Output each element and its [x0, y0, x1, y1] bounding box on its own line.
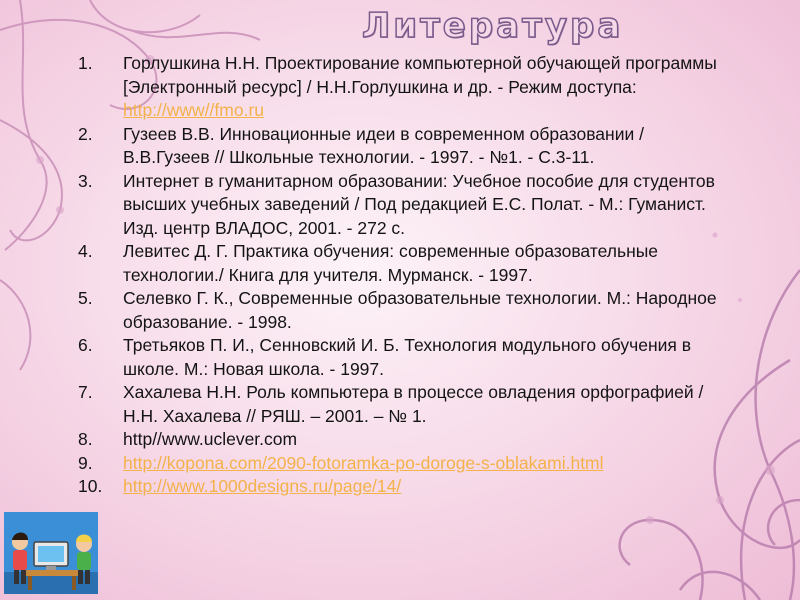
item-number: 3. — [78, 170, 93, 191]
item-number: 4. — [78, 241, 93, 261]
item-text: Гузеев В.В. Инновационные идеи в современном образовании / В.В.Гузеев // Школьные технологии. - 1997. - №1. - С.3-11. — [123, 123, 644, 167]
reference-link[interactable]: http://kopona.com/2090-fotoramka-po-doroge-s-oblakami.html — [123, 452, 604, 473]
list-item — [78, 52, 718, 123]
list-item — [78, 381, 718, 428]
list-item — [78, 475, 718, 499]
list-item — [78, 428, 718, 452]
list-item — [78, 240, 718, 287]
item-text: Хахалева Н.Н. Роль компьютера в процессе овладения орфографией / Н.Н. Хахалева // РЯШ. – 2001. – № 1. — [123, 382, 704, 426]
item-number: 6. — [78, 335, 93, 355]
reference-link[interactable]: http://www.1000designs.ru/page/14/ — [123, 476, 402, 496]
list-item — [78, 170, 718, 241]
children-at-computer-clipart — [4, 512, 98, 594]
reference-link[interactable]: http://www//fmo.ru — [123, 100, 265, 120]
item-text: Третьяков П. И., Сенновский И. Б. Технология модульного обучения в школе. М.: Новая школа. - 1997. — [123, 335, 692, 379]
item-number: 5. — [78, 288, 93, 308]
item-text: Селевко Г. К., Современные образовательные технологии. М.: Народное образование. - 1998. — [123, 288, 717, 332]
list-item — [78, 334, 718, 381]
item-number: 9. — [78, 452, 93, 473]
list-item — [78, 452, 718, 476]
item-number: 1. — [78, 53, 93, 73]
list-item — [78, 287, 718, 334]
item-text: http//www.uclever.com — [123, 429, 298, 449]
item-number: 10. — [78, 476, 103, 496]
list-item — [78, 123, 718, 170]
item-number: 8. — [78, 429, 93, 449]
item-text: Горлушкина Н.Н. Проектирование компьютерной обучающей программы [Электронный ресурс] / Н.Н.Горлушкина и др. - Режим доступа: — [123, 53, 717, 97]
item-number: 2. — [78, 123, 93, 144]
item-text: Интернет в гуманитарном образовании: Учебное пособие для студентов высших учебных заведений / Под редакцией Е.С. Полат. - М.: Гуманист. Изд. центр ВЛАДОС, 2001. - 272 с. — [123, 170, 715, 238]
page-title: Литература — [362, 6, 624, 46]
reference-list — [78, 52, 718, 499]
item-text: Левитес Д. Г. Практика обучения: современные образовательные технологии./ Книга для учителя. Мурманск. - 1997. — [123, 241, 659, 285]
item-number: 7. — [78, 382, 93, 402]
